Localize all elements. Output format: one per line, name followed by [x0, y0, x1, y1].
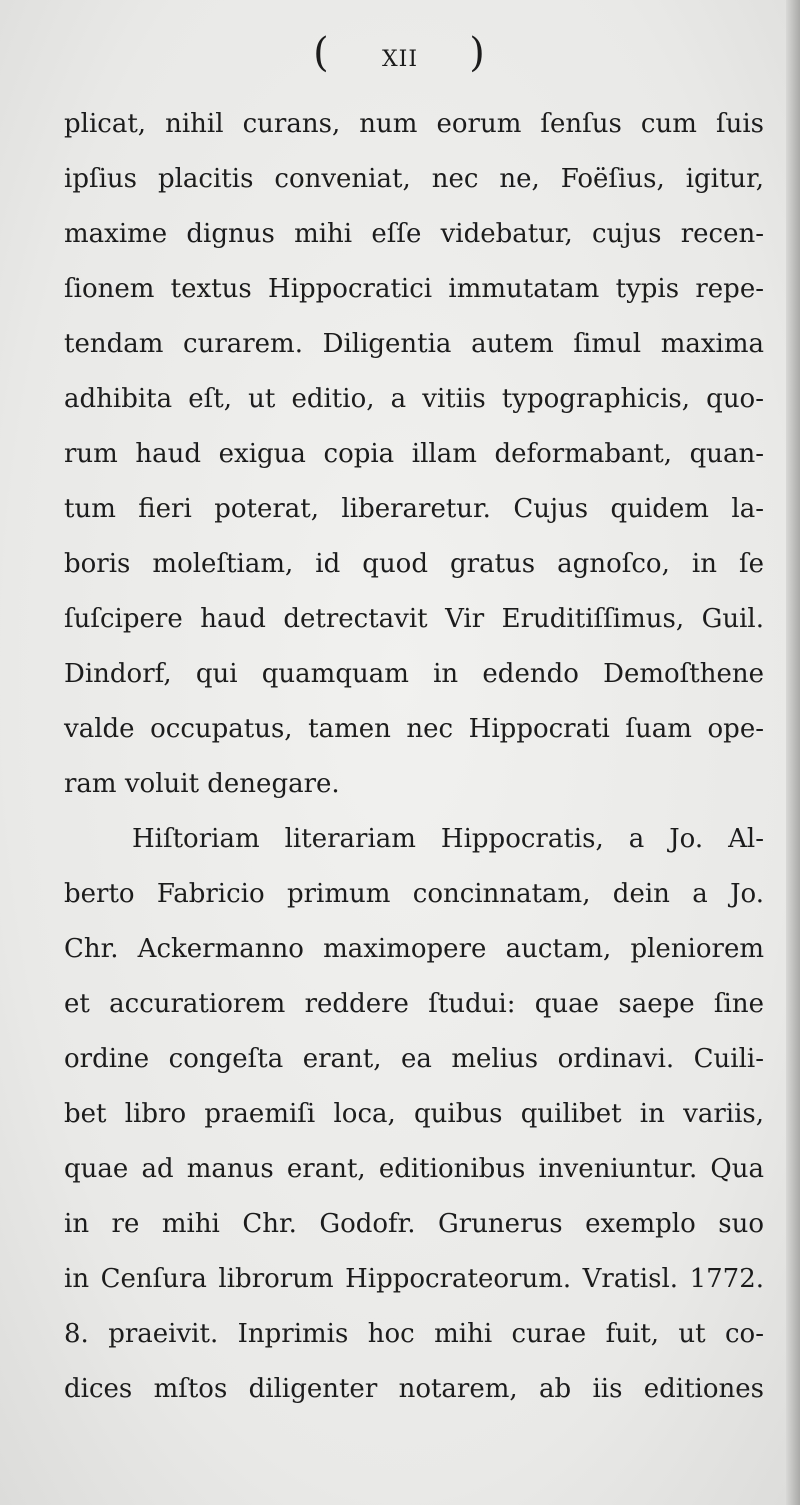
header-close-paren: ) — [469, 30, 487, 76]
text-line: 8. praeivit. Inprimis hoc mihi curae fuit, ut co- — [64, 1319, 764, 1349]
text-line: ipſius placitis conveniat, nec ne, Foëſius, igitur, — [64, 164, 764, 194]
text-line: ſionem textus Hippocratici immutatam typis repe- — [64, 274, 764, 304]
text-line: Dindorf, qui quamquam in edendo Demoſthene — [64, 659, 764, 689]
text-line: maxime dignus mihi eſſe videbatur, cujus recen- — [64, 219, 764, 249]
page-number: XII — [381, 47, 419, 72]
text-line: boris moleſtiam, id quod gratus agnoſco, in ſe — [64, 549, 764, 579]
page-edge-shadow — [786, 0, 800, 1505]
text-line: plicat, nihil curans, num eorum ſenſus cum ſuis — [64, 109, 764, 139]
body-text — [64, 97, 764, 1417]
text-line: bet libro praemiſi loca, quibus quilibet in variis, — [64, 1099, 764, 1129]
text-line: ordine congeſta erant, ea melius ordinavi. Cuili- — [64, 1044, 764, 1074]
text-line: adhibita eſt, ut editio, a vitiis typographicis, quo- — [64, 384, 764, 414]
page-header — [0, 30, 800, 76]
text-line: et accuratiorem reddere ſtudui: quae saepe ſine — [64, 989, 764, 1019]
text-line: dices mſtos diligenter notarem, ab iis editiones — [64, 1374, 764, 1404]
header-open-paren: ( — [313, 30, 331, 76]
paragraph-end-line: ram voluit denegare. — [64, 769, 340, 799]
text-line: tendam curarem. Diligentia autem ſimul maxima — [64, 329, 764, 359]
paragraph-start-line: Hiſtoriam literariam Hippocratis, a Jo. Al- — [132, 824, 764, 854]
text-line: in re mihi Chr. Godofr. Grunerus exemplo suo — [64, 1209, 764, 1239]
text-line: Chr. Ackermanno maximopere auctam, pleniorem — [64, 934, 764, 964]
text-line: valde occupatus, tamen nec Hippocrati ſuam ope- — [64, 714, 764, 744]
text-line: rum haud exigua copia illam deformabant, quan- — [64, 439, 764, 469]
text-line: tum fieri poterat, liberaretur. Cujus quidem la- — [64, 494, 764, 524]
text-line: quae ad manus erant, editionibus inveniuntur. Qua — [64, 1154, 764, 1184]
text-line: ſuſcipere haud detrectavit Vir Eruditiſſimus, Guil. — [64, 604, 764, 634]
text-line: in Cenſura librorum Hippocrateorum. Vratisl. 1772. — [64, 1264, 764, 1294]
text-line: berto Fabricio primum concinnatam, dein a Jo. — [64, 879, 764, 909]
